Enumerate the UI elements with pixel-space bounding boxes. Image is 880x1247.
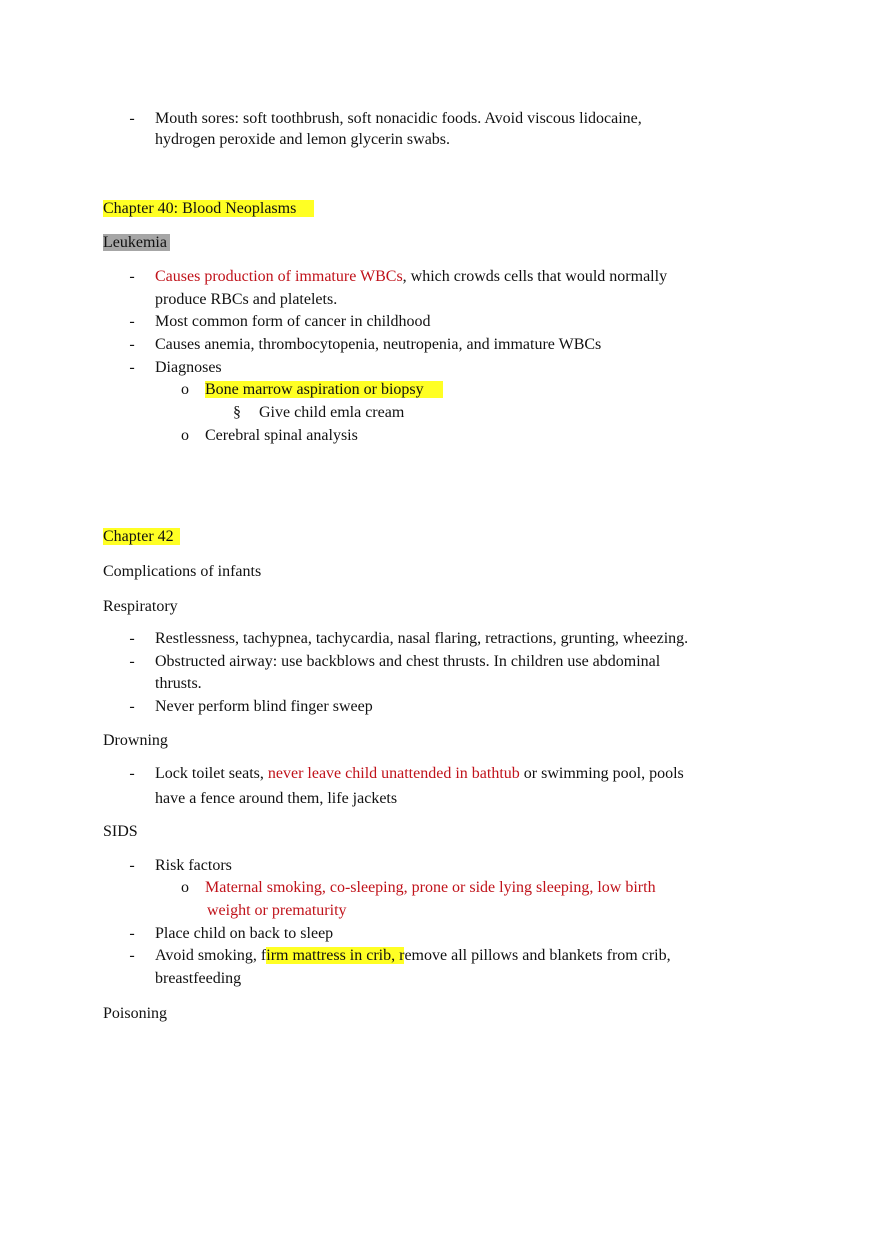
respiratory-bullet3: Never perform blind finger sweep — [155, 698, 373, 715]
drowning-heading: Drowning — [103, 732, 168, 749]
respiratory-bullet2: Obstructed airway: use backblows and chest thrusts. In children use abdominal — [155, 653, 661, 670]
bullet-dash: - — [129, 630, 135, 647]
respiratory-bullet2-line2: thrusts. — [155, 675, 202, 692]
chapter40-heading: Chapter 40: Blood Neoplasms — [103, 198, 314, 219]
bullet-dash: - — [129, 336, 135, 353]
bullet-section: § — [233, 404, 241, 421]
mouth-sores-line1: Mouth sores: soft toothbrush, soft nonacidic foods. Avoid viscous lidocaine, — [155, 110, 642, 127]
sids-risk-sub: Maternal smoking, co-sleeping, prone or side lying sleeping, low birth — [205, 879, 656, 896]
leukemia-heading: Leukemia — [103, 232, 170, 253]
bullet-circle: o — [181, 427, 189, 444]
respiratory-heading: Respiratory — [103, 598, 178, 615]
leukemia-bullet1-line2: produce RBCs and platelets. — [155, 291, 338, 308]
sids-risk-sub-line2: weight or prematurity — [207, 902, 347, 919]
sids-bullet3: Avoid smoking, firm mattress in crib, remove all pillows and blankets from crib, — [155, 947, 671, 964]
bullet-circle: o — [181, 879, 189, 896]
bullet-dash: - — [129, 698, 135, 715]
leukemia-bullet1: Causes production of immature WBCs, which crowds cells that would normally — [155, 268, 668, 285]
diagnoses-sub1: Bone marrow aspiration or biopsy — [205, 379, 443, 400]
drowning-bullet1-line2: have a fence around them, life jackets — [155, 790, 398, 807]
bullet-dash: - — [129, 313, 135, 330]
bullet-dash: - — [129, 359, 135, 376]
leukemia-bullet3: Causes anemia, thrombocytopenia, neutropenia, and immature WBCs — [155, 336, 602, 353]
leukemia-bullet2: Most common form of cancer in childhood — [155, 313, 431, 330]
bullet-dash: - — [129, 947, 135, 964]
diagnoses-sub1-child: Give child emla cream — [259, 404, 405, 421]
bullet-dash: - — [129, 857, 135, 874]
bullet-dash: - — [129, 925, 135, 942]
bullet-dash: - — [129, 765, 135, 782]
complications-heading: Complications of infants — [103, 563, 262, 580]
drowning-bullet1: Lock toilet seats, never leave child unattended in bathtub or swimming pool, pools — [155, 765, 684, 782]
diagnoses-sub2: Cerebral spinal analysis — [205, 427, 358, 444]
sids-bullet2: Place child on back to sleep — [155, 925, 334, 942]
bullet-dash: - — [129, 110, 135, 127]
sids-heading: SIDS — [103, 823, 138, 840]
bullet-dash: - — [129, 653, 135, 670]
sids-bullet1: Risk factors — [155, 857, 232, 874]
bullet-dash: - — [129, 268, 135, 285]
chapter42-heading: Chapter 42 — [103, 526, 180, 547]
mouth-sores-line2: hydrogen peroxide and lemon glycerin swabs. — [155, 131, 451, 148]
poisoning-heading: Poisoning — [103, 1005, 168, 1022]
sids-bullet3-line2: breastfeeding — [155, 970, 242, 987]
bullet-circle: o — [181, 381, 189, 398]
leukemia-bullet4: Diagnoses — [155, 359, 222, 376]
respiratory-bullet1: Restlessness, tachypnea, tachycardia, nasal flaring, retractions, grunting, wheezing. — [155, 630, 689, 647]
